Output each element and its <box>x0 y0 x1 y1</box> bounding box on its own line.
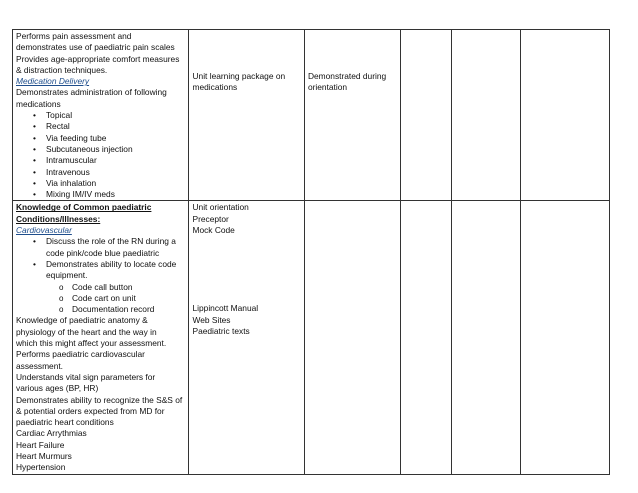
text-line: paediatric heart conditions <box>16 417 114 428</box>
text-line: & potential orders expected from MD for <box>16 405 165 416</box>
text-line: medications <box>192 82 238 93</box>
text-line: Demonstrates administration of following <box>16 87 167 98</box>
competency-cell <box>13 30 189 201</box>
text-line: physiology of the heart and the way in <box>16 326 157 337</box>
text-line: Demonstrated during <box>307 71 387 81</box>
text-line: medications <box>16 98 61 109</box>
sub-list-item: o Code cart on unit <box>16 293 185 304</box>
resources-cell <box>189 201 304 474</box>
conditions-heading: Conditions/Illnesses: <box>16 213 101 224</box>
spacer <box>192 236 300 303</box>
list-item-continuation: equipment. <box>46 270 88 281</box>
text-line: Heart Failure <box>16 439 65 450</box>
list-item: • Demonstrates ability to locate code <box>16 259 185 270</box>
list-item: • Intravenous <box>16 167 185 178</box>
text-line: Web Sites <box>192 314 231 325</box>
evaluation-cell <box>304 201 400 474</box>
text-line: & distraction techniques. <box>16 64 108 75</box>
text-line: Preceptor <box>192 213 229 224</box>
resources-cell <box>189 30 304 201</box>
text-line: demonstrates use of paediatric pain scales <box>16 42 175 53</box>
empty-cell <box>520 30 609 201</box>
evaluation-cell <box>304 30 400 201</box>
list-item: • Topical <box>16 110 185 121</box>
list-item: • Intramuscular <box>16 155 185 166</box>
text-line: Performs paediatric cardiovascular <box>16 349 145 360</box>
text-line: Provides age-appropriate comfort measures <box>16 53 180 64</box>
text-line: Hypertension <box>16 462 66 473</box>
text-line: Knowledge of paediatric anatomy & <box>16 315 148 326</box>
cardiovascular-heading: Cardiovascular <box>16 225 72 236</box>
text-line: Unit learning package on <box>192 71 286 81</box>
text-line: Paediatric texts <box>192 325 250 336</box>
list-item: • Discuss the role of the RN during a <box>16 236 185 247</box>
list-item: • Mixing IM/IV meds <box>16 189 185 200</box>
text-line: Unit orientation <box>192 202 249 213</box>
empty-cell <box>400 30 451 201</box>
table-row <box>13 30 610 201</box>
list-item: • Via feeding tube <box>16 133 185 144</box>
sub-list-item: o Documentation record <box>16 304 185 315</box>
text-line: orientation <box>307 82 348 93</box>
text-line: Performs pain assessment and <box>16 31 132 41</box>
list-item: • Rectal <box>16 121 185 132</box>
empty-cell <box>520 201 609 474</box>
text-line: assessment. <box>16 360 64 371</box>
competency-cell <box>13 201 189 474</box>
text-line: Understands vital sign parameters for <box>16 371 156 382</box>
conditions-heading: Knowledge of Common paediatric <box>16 202 152 213</box>
list-item-continuation: code pink/code blue paediatric <box>46 247 160 258</box>
list-item: • Subcutaneous injection <box>16 144 185 155</box>
text-line: Cardiac Arrythmias <box>16 428 87 439</box>
competency-table <box>12 29 610 475</box>
table-row <box>13 201 610 474</box>
text-line: which this might affect your assessment. <box>16 338 167 349</box>
medication-delivery-heading: Medication Delivery <box>16 76 90 87</box>
text-line: Demonstrates ability to recognize the S&S of <box>16 394 183 405</box>
empty-cell <box>452 30 521 201</box>
text-line: various ages (BP, HR) <box>16 383 99 394</box>
text-line: Mock Code <box>192 225 235 236</box>
sub-list-item: o Code call button <box>16 282 185 293</box>
text-line: Heart Murmurs <box>16 450 72 461</box>
empty-cell <box>400 201 451 474</box>
empty-cell <box>452 201 521 474</box>
text-line: Lippincott Manual <box>192 303 259 314</box>
list-item: • Via inhalation <box>16 178 185 189</box>
